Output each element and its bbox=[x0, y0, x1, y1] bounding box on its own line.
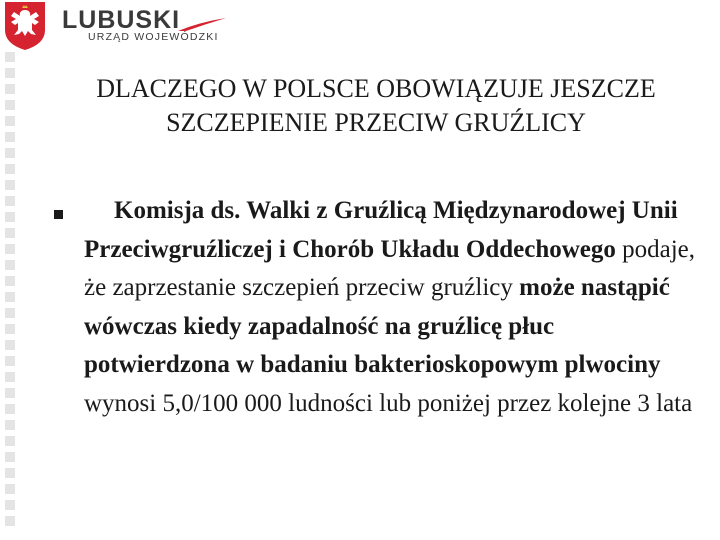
decorative-square bbox=[5, 468, 15, 478]
decorative-square bbox=[5, 100, 15, 110]
decorative-square bbox=[5, 340, 15, 350]
header-logo bbox=[0, 0, 260, 50]
statement-intro: podaje, że zaprzestanie szczepień przeciw gruźlicy bbox=[84, 235, 696, 301]
decorative-square bbox=[5, 180, 15, 190]
decorative-square bbox=[5, 404, 15, 414]
commission-name: Komisja ds. Walki z Gruźlicą Międzynarodowej Unii Przeciwgruźliczej i Chorób Układu Oddechowego bbox=[84, 197, 678, 263]
decorative-square bbox=[5, 164, 15, 174]
red-swoosh-icon bbox=[176, 16, 228, 32]
polish-eagle-emblem-icon bbox=[2, 0, 48, 52]
decorative-square bbox=[5, 292, 15, 302]
threshold-text: wynosi 5,0/100 000 ludności lub poniżej przez kolejne 3 lata bbox=[84, 389, 693, 417]
decorative-square bbox=[5, 116, 15, 126]
decorative-square bbox=[5, 388, 15, 398]
decorative-square bbox=[5, 276, 15, 286]
decorative-square bbox=[5, 260, 15, 270]
decorative-square-column bbox=[4, 52, 18, 532]
decorative-square bbox=[5, 196, 15, 206]
decorative-square bbox=[5, 500, 15, 510]
decorative-square bbox=[5, 68, 15, 78]
decorative-square bbox=[5, 244, 15, 254]
decorative-square bbox=[5, 516, 15, 526]
decorative-square bbox=[5, 228, 15, 238]
decorative-square bbox=[5, 148, 15, 158]
decorative-square bbox=[5, 420, 15, 430]
decorative-square bbox=[5, 84, 15, 94]
decorative-square bbox=[5, 452, 15, 462]
decorative-square bbox=[5, 324, 15, 334]
decorative-square bbox=[5, 356, 15, 366]
decorative-square bbox=[5, 308, 15, 318]
decorative-square bbox=[5, 436, 15, 446]
bullet-text bbox=[84, 192, 696, 423]
decorative-square bbox=[5, 484, 15, 494]
decorative-square bbox=[5, 372, 15, 382]
condition-text: może nastąpić wówczas kiedy zapadalność na gruźlicę płuc potwierdzona w badaniu bakterioskopowym plwociny bbox=[84, 274, 670, 378]
decorative-square bbox=[5, 52, 15, 62]
square-bullet-icon bbox=[54, 210, 63, 219]
decorative-square bbox=[5, 132, 15, 142]
brand-name: LUBUSKI bbox=[62, 6, 181, 34]
brand-subtitle: URZĄD WOJEWÓDZKI bbox=[88, 31, 219, 43]
decorative-square bbox=[5, 212, 15, 222]
slide-title: DLACZEGO W POLSCE OBOWIĄZUJE JESZCZE SZCZEPIENIE PRZECIW GRUŹLICY bbox=[96, 74, 656, 137]
